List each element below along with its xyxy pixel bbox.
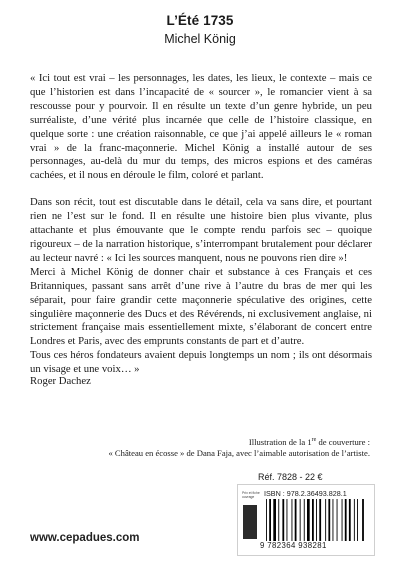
book-author: Michel König bbox=[164, 32, 236, 46]
credit-ordinal-suffix: re bbox=[311, 437, 317, 443]
barcode-digits: 9 782364 938281 bbox=[260, 541, 327, 550]
fsc-label: Prix et fiche ouvrage bbox=[242, 491, 260, 499]
credit-line-1-end: de couverture : bbox=[316, 436, 370, 447]
blurb-paragraph-4: Tous ces héros fondateurs avaient depuis longtemps un nom ; ils ont désormais un visage et une voix… » bbox=[30, 349, 372, 376]
blurb-paragraph-3: Merci à Michel König de donner chair et substance à ces Français et ces Britanniques, passant sans arrêt d’une rive à l’autre du bras de mer qui les séparait, pour faire grandir cette maçonnerie spéculative des origines, cette singulière maçonnerie des Ducs et des Révérends, ni exclusivement anglaise, ni strictement française mais essentiellement mixte, s’élaborant de concert entre Londres et Paris, avec des emprunts constants de part et d’autre. bbox=[30, 265, 372, 348]
credit-line-1-start: Illustration de la 1 bbox=[248, 436, 312, 447]
credit-line-2: « Château en écosse » de Dana Faja, avec l’aimable autorisation de l’artiste. bbox=[108, 448, 370, 459]
cover-illustration-credit bbox=[108, 435, 370, 460]
blurb-paragraph-2: Dans son récit, tout est discutable dans le détail, cela va sans dire, et pourtant rien ne l’est sur le fond. Il en résulte une histoire bien plus vivante, plus attachante et plus émouvante que le compte rendu parfois sec – quoique rigoureux – de la narration historique, s’interrompant brutalement pour déclarer au lecteur navré : « Ici les sources manquent, nous ne pouvons rien dire »! bbox=[30, 196, 372, 264]
book-title: L’Été 1735 bbox=[166, 13, 234, 28]
credit-line-1 bbox=[108, 435, 370, 448]
blurb-signature: Roger Dachez bbox=[30, 375, 91, 387]
publisher-website-link[interactable]: www.cepadues.com bbox=[30, 532, 140, 544]
fsc-logo-icon bbox=[243, 505, 257, 539]
blurb-paragraph-1: « Ici tout est vrai – les personnages, les dates, les lieux, le contexte – mais ce que l’historien est dans l’incapacité de « sourcer », le romancier vient à sa rescousse pour y pourvoir. Il en résulte un texte d’un genre hybride, un peu surréaliste, d’une vérité plus incarnée que celle de l’histoire classique, en quelque sorte : une création raisonnable, ce que j’ai appelé ailleurs le « roman vrai » de la franc-maçonnerie. Michel König a installé autour de ses personnages, au-delà du mur du temps, des micros espions et des caméras cachées, et il nous en déroule le film, coloré et parlant. bbox=[30, 72, 372, 182]
isbn-label: ISBN : 978.2.36493.828.1 bbox=[264, 489, 347, 498]
barcode-icon bbox=[264, 499, 368, 541]
reference-price: Réf. 7828 - 22 € bbox=[258, 472, 323, 482]
barcode-panel bbox=[237, 484, 375, 556]
back-cover-blurb bbox=[30, 72, 372, 377]
